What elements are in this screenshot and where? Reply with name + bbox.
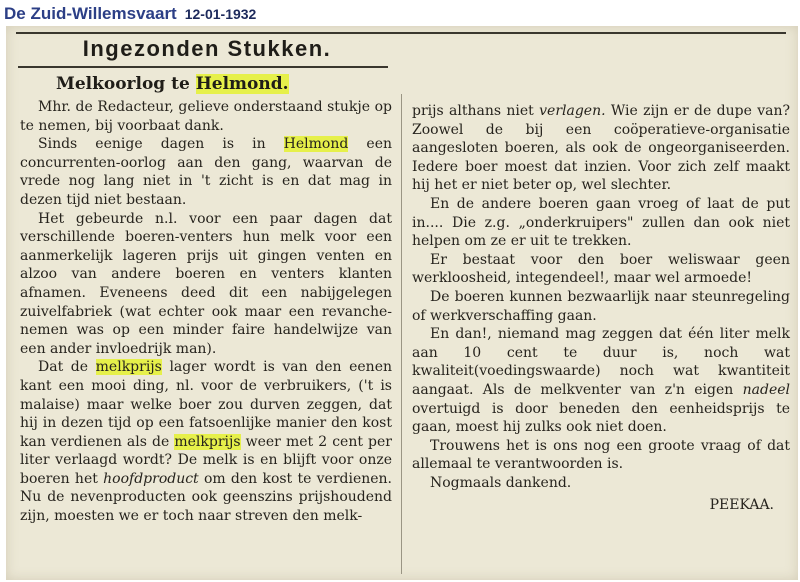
paragraph-others: En de andere boeren gaan vroeg of laat de put in.... Die z.g. „onderkruipers" zullen dan ook niet helpen om ze er uit te trekken. <box>412 195 790 250</box>
newspaper-name: De Zuid-Willemsvaart <box>4 4 177 23</box>
paragraph-price <box>20 358 392 525</box>
paragraph-price-fair <box>412 325 790 437</box>
signature: PEEKAA. <box>709 497 774 514</box>
paragraph-poverty: Er bestaat voor den boer weliswaar geen werkloosheid, integendeel!, maar wel armoede! <box>412 251 790 287</box>
text-run: overtuigd is door beneden den eenheidsprijs te gaan, moest hij zulks ook niet doen. <box>412 400 790 436</box>
article-title <box>56 74 376 94</box>
article-title-highlight: Helmond. <box>195 74 289 94</box>
text-run: Wie zijn er de dupe van? Zoowel de bij een coöperatieve-organisatie aangesloten boeren, als ook de ongeorganiseerden. Iedere boer moest dat inzien. Voor zich zelf maakt hij het er niet beter op, wel slechter. <box>412 103 790 194</box>
highlight-helmond: Helmond <box>283 136 349 153</box>
text-run: een concurrenten-oorlog aan den gang, waarvan de vrede nog lang niet in 't zicht is en dat mag in dezen tijd niet bestaan. <box>20 136 392 208</box>
paragraph-continuation <box>412 102 790 195</box>
heading-rule <box>18 66 388 68</box>
text-run: weer met 2 cent per liter verlaagd wordt? De melk is en blijft voor onze boeren het <box>20 433 392 487</box>
source-header <box>0 0 800 26</box>
text-run: En dan!, niemand mag zeggen dat één liter melk aan 10 cent te duur is, noch wat kwaliteit(voedingswaarde) noch wat kwantiteit aangaat. Als de melkventer van z'n eigen <box>412 326 790 398</box>
italic-run: verlagen. <box>539 103 606 119</box>
column-divider <box>401 94 402 574</box>
article-title-prefix: Melkoorlog te <box>56 74 196 94</box>
paragraph-intro <box>20 135 392 209</box>
highlight-melkprijs: melkprijs <box>95 359 162 376</box>
top-rule <box>16 32 786 34</box>
paragraph-salutation: Mhr. de Redacteur, gelieve onderstaand stukje op te nemen, bij voorbaat dank. <box>20 99 392 134</box>
text-run: prijs althans niet <box>412 103 540 119</box>
right-column <box>412 102 790 515</box>
text-run: Dat de <box>38 359 96 376</box>
italic-run: hoofdproduct <box>103 470 199 487</box>
newspaper-clipping <box>6 26 798 580</box>
left-column <box>20 98 392 526</box>
text-run: lager wordt is van den eenen kant een mooi ding, nl. voor de verbruikers, ('t is malaise) maar welke boer zou durven zeggen, dat hij in dezen tijd op een fatsoenlijke manier den kost kan verdienen als de <box>20 359 392 450</box>
section-heading: Ingezonden Stukken. <box>82 36 332 61</box>
publication-date: 12-01-1932 <box>184 6 257 22</box>
highlight-melkprijs-2: melkprijs <box>174 433 241 450</box>
paragraph-events: Het gebeurde n.l. voor een paar dagen dat verschillende boeren-venters hun melk voor een aanmerkelijk lageren prijs uit gingen venten en alzoo van andere boeren en venters klanten afnamen. Eveneens deed dit een nabijgelegen zuivelfabriek (wat echter ook maar een revanche-nemen was op een minder faire handelwijze van een ander invloedrijk man). <box>20 210 392 357</box>
italic-run: nadeel <box>742 381 790 398</box>
text-run: om den kost te verdienen. Nu de nevenproducten ook geenszins prijshoudend zijn, moesten we er toch naar streven den melk- <box>20 470 393 525</box>
text-run: Sinds eenige dagen is in <box>38 136 284 153</box>
paragraph-thanks: Nogmaals dankend. <box>430 474 572 491</box>
paragraph-support: De boeren kunnen bezwaarlijk naar steunregeling of werkverschaffing gaan. <box>412 288 790 324</box>
paragraph-question: Trouwens het is ons nog een groote vraag of dat allemaal te verantwoorden is. <box>412 437 790 473</box>
